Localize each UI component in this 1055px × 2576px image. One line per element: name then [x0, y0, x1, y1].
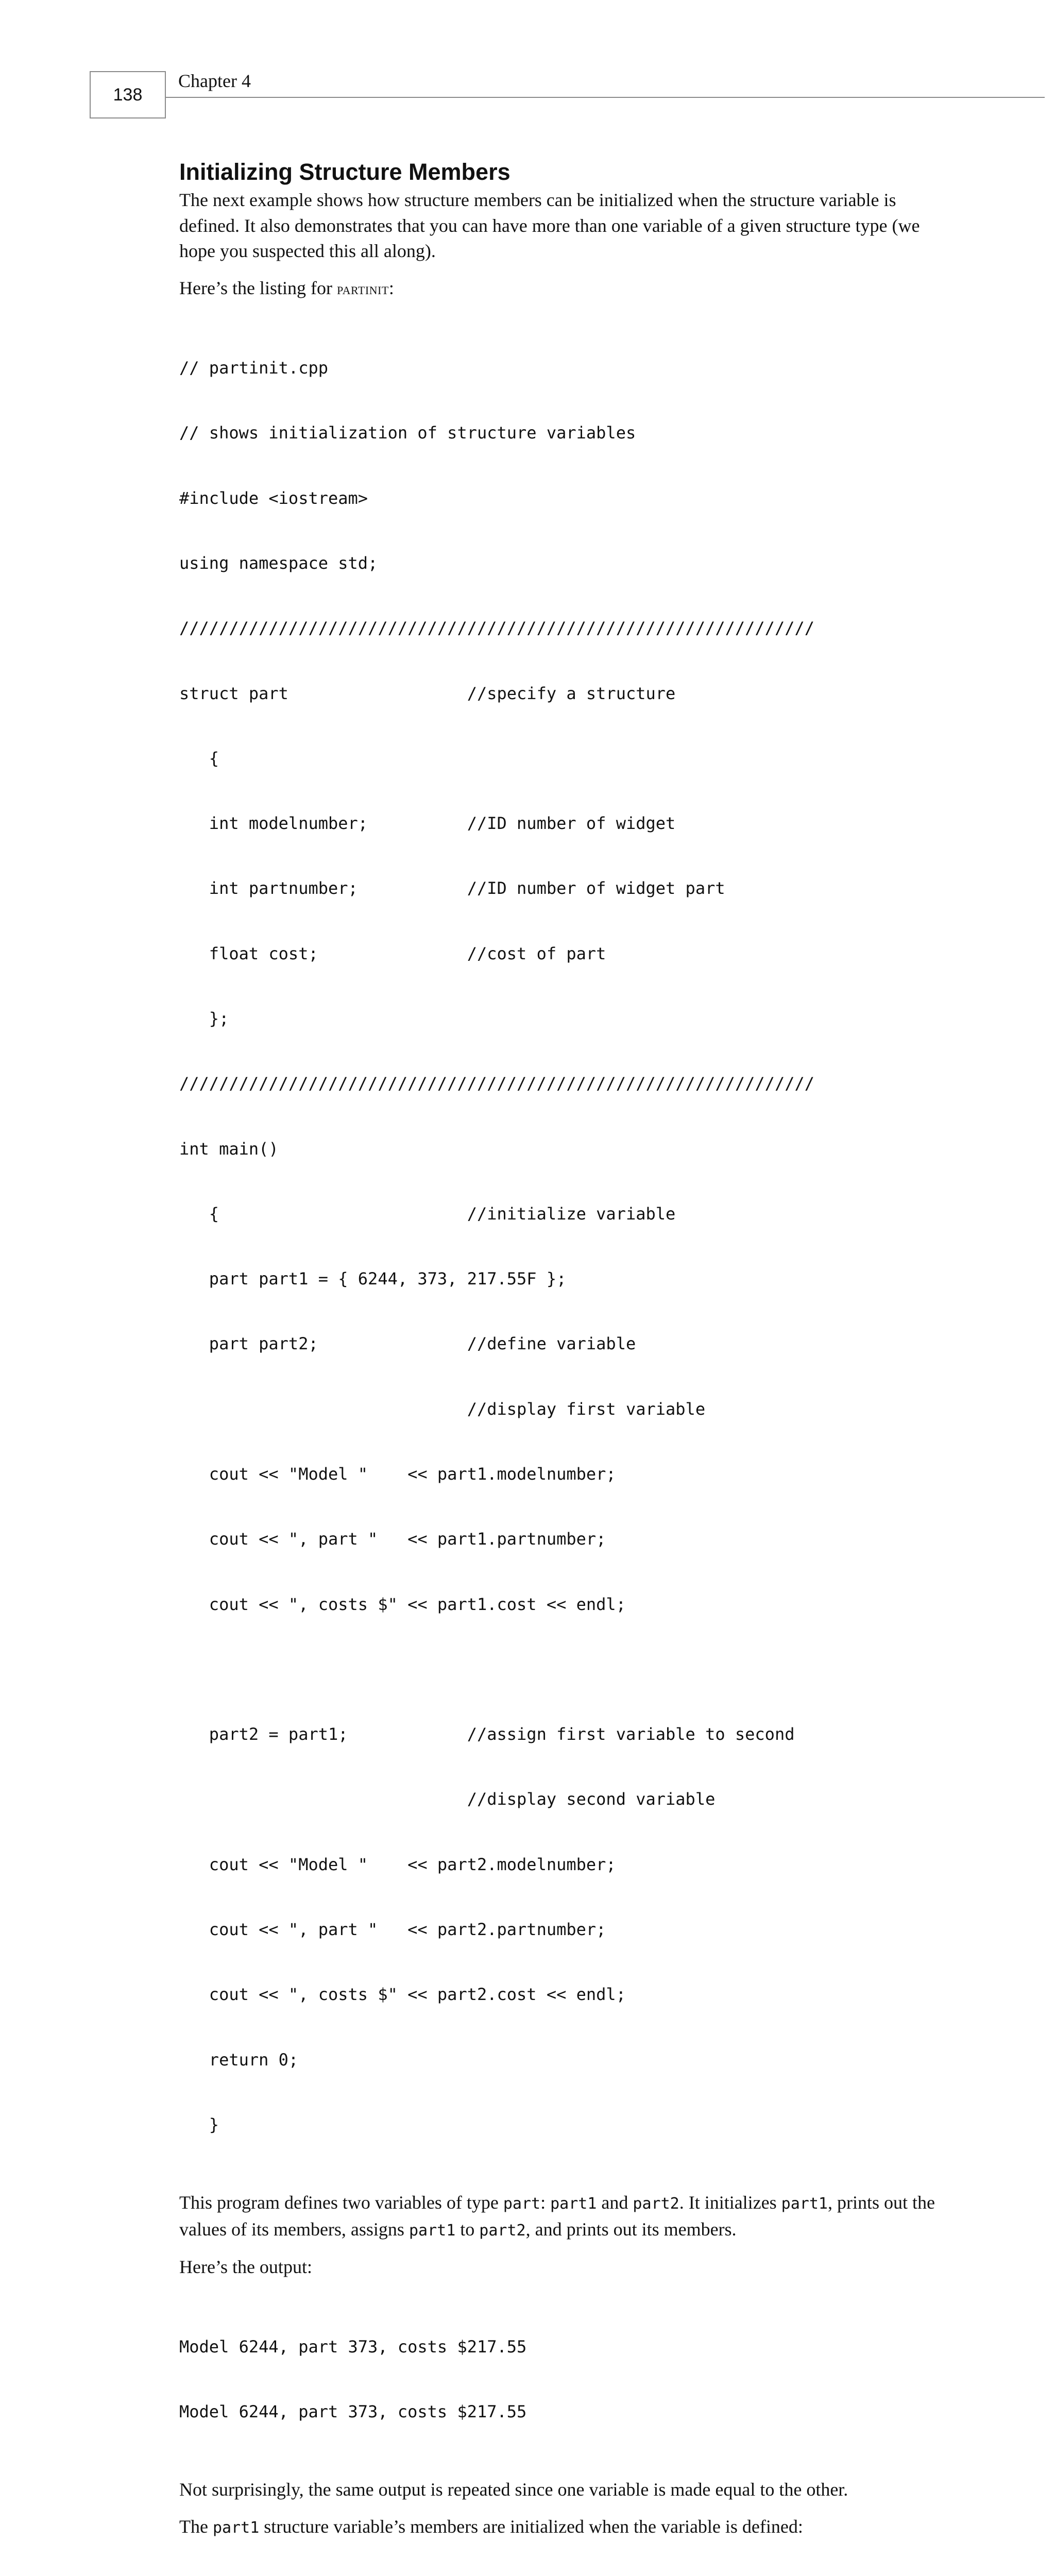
program-output — [179, 2293, 942, 2466]
inline-code: part1 — [409, 2221, 456, 2240]
code-line: cout << "Model " << part1.modelnumber; — [179, 1464, 616, 1484]
code-line: #include <iostream> — [179, 488, 368, 508]
not-surprisingly-paragraph: Not surprisingly, the same output is repeated since one variable is made equal to the other. — [179, 2479, 848, 2500]
explanation-text: . It initializes — [679, 2192, 781, 2213]
code-line: cout << ", costs $" << part1.cost << endl; — [179, 1594, 626, 1614]
page-number: 138 — [90, 71, 166, 118]
output-line: Model 6244, part 373, costs $217.55 — [179, 2402, 527, 2422]
intro-paragraph: The next example shows how structure members can be initialized when the structure variable is defined. It also demonstrates that you can have more than one variable of a given structure type (we hope you suspected this all along). — [179, 190, 920, 261]
code-line: } — [179, 2114, 219, 2134]
explanation-text: to — [455, 2218, 480, 2240]
code-line: cout << ", part " << part2.partnumber; — [179, 1919, 606, 1939]
code-line: part part2; //define variable — [179, 1334, 636, 1354]
code-line: float cost; //cost of part — [179, 943, 606, 963]
code-line: { — [179, 748, 219, 768]
code-line: part part1 = { 6244, 373, 217.55F }; — [179, 1269, 567, 1289]
explanation-text: , and prints out its members. — [525, 2218, 737, 2240]
inline-code: part1 — [212, 2518, 260, 2537]
code-line: int main() — [179, 1139, 279, 1159]
part1-text: structure variable’s members are initialized when the variable is defined: — [259, 2516, 803, 2537]
inline-code: part1 — [550, 2195, 597, 2213]
code-line: //////////////////////////////////////////////////////////////// — [179, 618, 814, 638]
output-line: Model 6244, part 373, costs $217.55 — [179, 2336, 527, 2357]
explanation-paragraph — [179, 2190, 942, 2243]
listing-intro — [179, 276, 942, 302]
code-listing — [179, 314, 942, 2179]
explanation-text: , prints out the values of its members, assigns — [179, 2192, 935, 2240]
part1-paragraph — [179, 2514, 942, 2541]
listing-name: partinit — [336, 279, 389, 298]
inline-code: part2 — [633, 2195, 679, 2213]
code-line: cout << ", part " << part1.partnumber; — [179, 1529, 606, 1549]
explanation-text: This program defines two variables of type — [179, 2192, 503, 2213]
header-rule — [166, 97, 1045, 98]
chapter-label: Chapter 4 — [178, 71, 251, 91]
page-content — [179, 158, 942, 2576]
explanation-text: : — [540, 2192, 551, 2213]
inline-code: part1 — [781, 2195, 828, 2213]
listing-intro-colon: : — [388, 277, 394, 298]
code-line: //display first variable — [179, 1399, 706, 1419]
code-line: cout << "Model " << part2.modelnumber; — [179, 1854, 616, 1874]
code-line: //display second variable — [179, 1789, 716, 1809]
output-intro: Here’s the output: — [179, 2257, 312, 2278]
code-line: return 0; — [179, 2049, 299, 2070]
code-line: struct part //specify a structure — [179, 683, 676, 703]
explanation-text: and — [597, 2192, 633, 2213]
inline-code: part2 — [479, 2221, 526, 2240]
code-line — [179, 1658, 942, 1680]
code-line: int partnumber; //ID number of widget part — [179, 878, 725, 899]
section-heading: Initializing Structure Members — [179, 159, 511, 185]
code-line: part2 = part1; //assign first variable to second — [179, 1724, 795, 1744]
final-code — [179, 2553, 942, 2576]
code-line: cout << ", costs $" << part2.cost << endl; — [179, 1985, 626, 2005]
part1-text: The — [179, 2516, 213, 2537]
code-line: int modelnumber; //ID number of widget — [179, 814, 676, 834]
code-line: // shows initialization of structure variables — [179, 423, 636, 443]
code-line: { //initialize variable — [179, 1204, 676, 1224]
code-line: // partinit.cpp — [179, 358, 328, 378]
inline-code: part — [503, 2195, 541, 2213]
code-line: //////////////////////////////////////////////////////////////// — [179, 1074, 814, 1094]
listing-intro-text: Here’s the listing for — [179, 277, 337, 298]
code-line: using namespace std; — [179, 553, 378, 573]
code-line: }; — [179, 1009, 229, 1028]
